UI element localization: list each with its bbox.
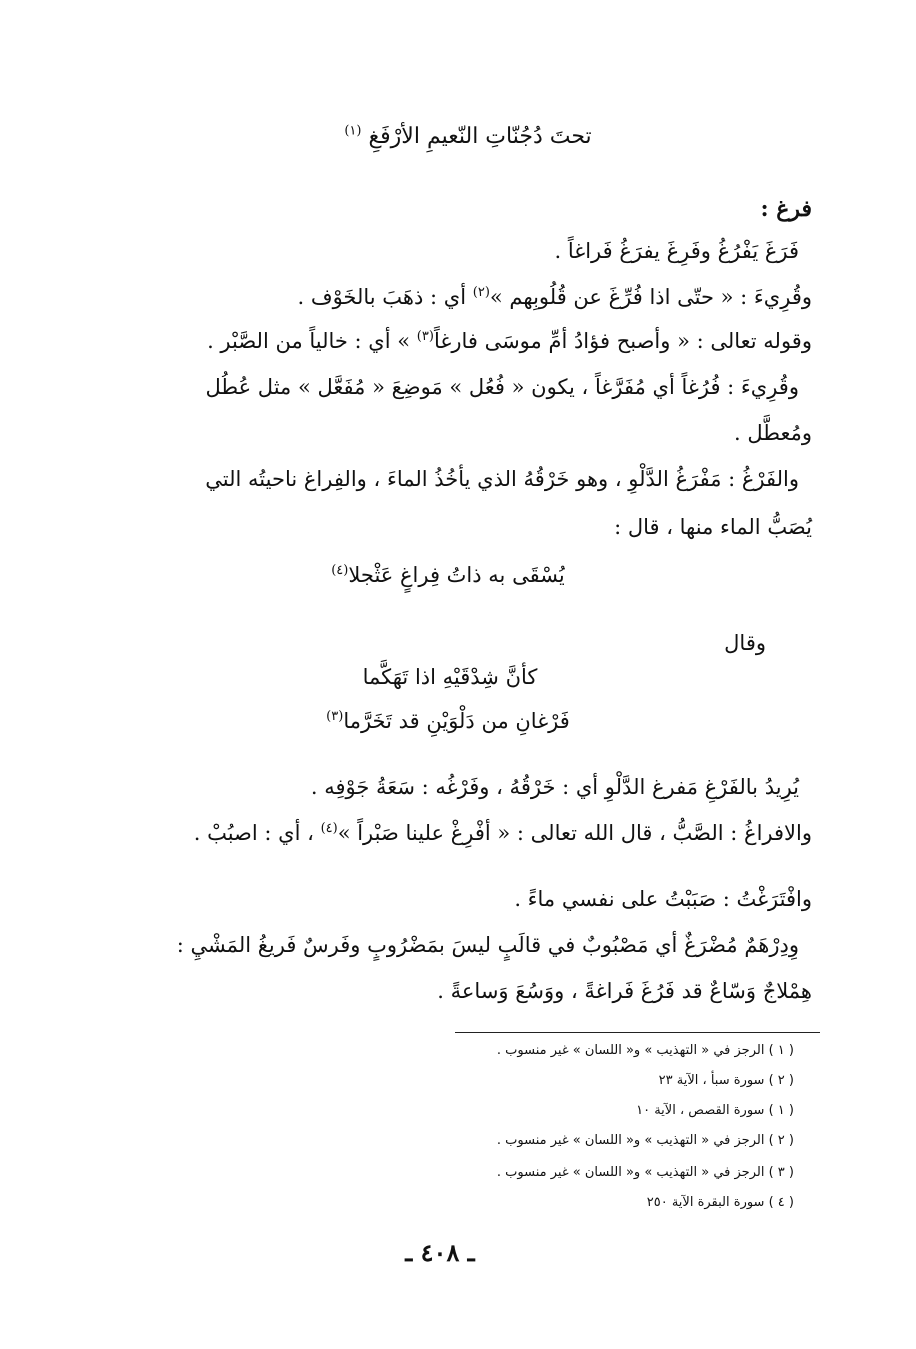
text-line-7: يُصَبُّ الماء منها ، قال : [614,515,812,539]
footnote-5: ( ٣ ) الرجز في « التهذيب » و« اللسان » غير منسوب . [496,1165,794,1180]
gloss: ، أي : اصبُبْ . [193,821,314,845]
text-line-9 [194,818,812,848]
text-line-1: فَرَغَ يَفْرُغُ وفَرِغَ يفرَغُ فَراغاً . [554,239,799,263]
verse-text: فَرْغانِ من دَلْوَيْنِ قد تَخَرَّما [343,709,570,733]
footnote-ref: (٣) [416,329,434,344]
verse-2-line-2 [0,706,916,736]
text-line-3 [207,326,812,356]
page-title [0,120,916,154]
footnote-4: ( ٢ ) الرجز في « التهذيب » و« اللسان » غير منسوب . [496,1133,794,1148]
quran-quote: وقُرِيءَ : « حتّى اذا فُرِّغَ عن قُلُوبِهم » [489,285,812,309]
title-footnote-ref: (١) [344,123,362,139]
footnote-1: ( ١ ) الرجز في « التهذيب » و« اللسان » غير منسوب . [496,1043,794,1058]
text-line-10: وافْتَرَغْتُ : صَبَبْتُ على نفسي ماءً . [514,887,812,911]
headword: فرغ : [760,196,812,222]
page-number-text: ـ ٤٠٨ ـ [405,1238,475,1267]
footnote-ref: (٤) [320,821,338,836]
text-line-12: هِمْلاجٌ وَسّاعٌ قد فَرُغَ فَراغةً ، ووَسُعَ وَساعةً . [437,979,812,1003]
verse-2-line-1 [0,662,916,692]
footnote-separator [455,1032,820,1033]
verse-text: كأنَّ شِدْقَيْهِ اذا تَهَكَّما [362,665,538,689]
gloss: أي : ذهَبَ بالخَوْف . [297,285,467,309]
text-line-11: وِدِرْهَمٌ مُضْرَغٌ أي مَصْبُوبٌ في قالَبٍ ليسَ بمَضْرُوبٍ وفَرسٌ فَريغُ المَشْيِ : [176,933,799,957]
footnote-ref: (٢) [472,285,490,300]
footnote-3: ( ١ ) سورة القصص ، الآية ١٠ [636,1103,794,1118]
quran-quote: والافراغُ : الصَّبُّ ، قال الله تعالى : « أفْرِغْ علينا صَبْراً » [337,821,812,845]
wa-qala: وقال [724,631,766,655]
text-line-5: ومُعطَّل . [733,421,812,445]
title-text: تحتَ دُجُنّاتِ النّعيمِ الأرْفَغِ [368,124,592,149]
page-number [0,1236,916,1270]
verse-text: يُسْقَى به ذاتُ فِراغٍ عَثْجلا [348,563,565,587]
verse-1 [0,560,916,590]
footnote-2: ( ٢ ) سورة سبأ ، الآية ٢٣ [658,1073,794,1088]
text-line-4: وقُرِيءَ : فُرُغاً أي مُفَرَّغاً ، يكون « فُعُل » مَوضِعَ « مُفَعَّل » مثل عُطُل [205,375,799,399]
text-line-2 [297,282,812,312]
gloss: » أي : خالياً من الصَّبْر . [207,329,411,353]
footnote-ref: (٣) [326,709,344,724]
text-line-6: والفَرْغُ : مَفْرَغُ الدَّلْوِ ، وهو خَرْقُهُ الذي يأخُذُ الماءَ ، والفِراغ ناحيتُه التي [205,467,799,491]
footnote-ref: (٤) [331,563,349,578]
footnote-6: ( ٤ ) سورة البقرة الآية ٢٥٠ [646,1195,794,1210]
quran-quote: وقوله تعالى : « وأصبح فؤادُ أمِّ موسَى فارغاً [433,329,812,353]
text-line-8: يُرِيدُ بالفَرْغِ مَفرغ الدَّلْوِ أي : خَرْقُهُ ، وفَرْغُه : سَعَةُ جَوْفِه . [310,775,799,799]
